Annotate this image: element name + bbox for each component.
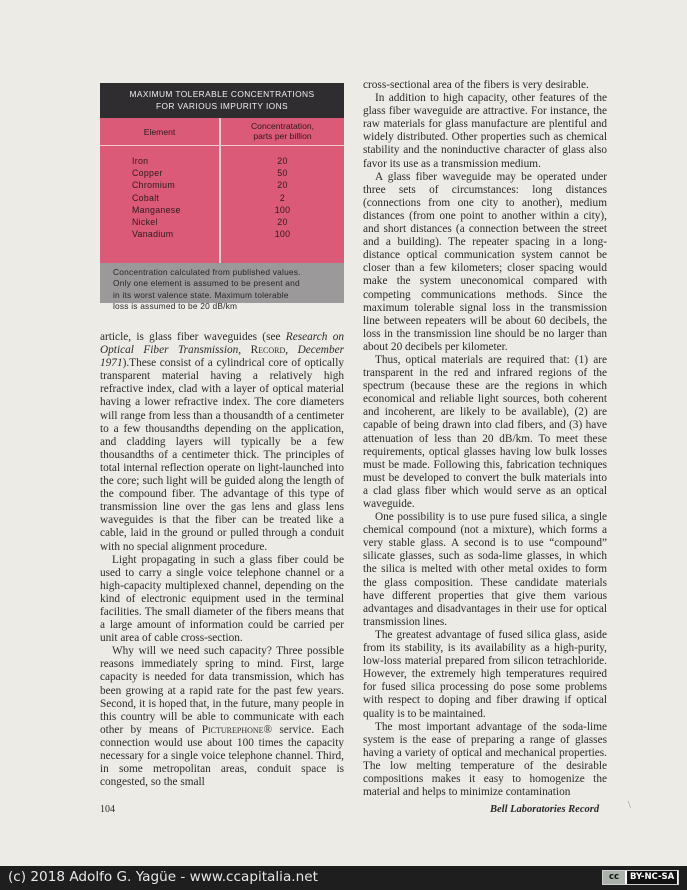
paragraph: One possibility is to use pure fused silica, a single chemical compound (not a mixture), which forms a very stable glass. A second is to use “compound” silicate glasses, such as soda-lime glasses, in which the silica is melted with other metal oxides to form the glass composition. These candidate materials have different properties that give them various advantages and disadvantages in their use for optical transmission lines.: [363, 511, 607, 628]
paragraph: [100, 645, 344, 789]
element-cell: Chromium: [132, 180, 175, 191]
element-cell: Iron: [132, 156, 149, 166]
text-run: service. Each connection would use about 100 times the capacity necessary for a single voice telephone channel. Third, in some metropolitan areas, conduit space is congested, so the small: [100, 723, 344, 789]
table-note-line: Only one element is assumed to be present and: [113, 278, 300, 289]
element-cell: Cobalt: [132, 192, 160, 203]
paragraph: A glass fiber waveguide may be operated under three sets of circumstances: long distances (connections from one city to another), medium distances (from one point to another within a city), and short distances (a connection between the street and a building). The repeater spacing in a long-distance optical communication system cannot be closer than a few kilometers; closer spacing would make the system uneconomical compared with competing communications methods. Since the maximum tolerable signal loss in the transmission line between repeaters will be about 60 decibels, the loss in the transmission line should be no larger than about 20 decibels per kilometer.: [363, 170, 607, 353]
table-row: [100, 217, 344, 229]
value-cell: 20: [277, 216, 288, 227]
table-note-line: Concentration calculated from published values.: [113, 267, 301, 277]
paragraph: [100, 331, 344, 554]
text-run: ).These consist of a cylindrical core of optically transparent material having a relatively high refractive index, clad with a layer of optical material having a lower refractive index. The core diameters will range from less than a thousandth of a centimeter to a few thousandths depending on the application, and cladding layers will typically be a few thousandths of a centimeter thick. The principles of total internal reflection operate on light-launched into the core; such light will be guided along the length of the compound fiber. The advantage of this type of transmission line over the gas lens and glass lens waveguides is that the fiber can be treated like a cable, laid in the ground or pulled through a conduit with no special alignment procedure.: [100, 357, 344, 553]
paragraph: cross-sectional area of the fibers is very desirable.: [363, 79, 589, 91]
element-cell: Manganese: [132, 204, 181, 215]
value-cell: 20: [277, 156, 288, 166]
paragraph: In addition to high capacity, other features of the glass fiber waveguide are attractive. For instance, the raw materials for glass manufacture are plentiful and widely distributed. Other properties such as chemical stability and the noninductive character of glass also favor its use as a transmission medium.: [363, 92, 607, 170]
table-rows: [100, 156, 344, 241]
element-cell: Nickel: [132, 216, 158, 227]
table-row: [100, 229, 344, 241]
margin-mark: \: [628, 800, 631, 811]
table-note-line: in its worst valence state. Maximum tolerable: [113, 289, 289, 300]
column-header-element: Element: [143, 127, 176, 137]
column-header-line: Concentratation,: [250, 121, 315, 131]
table-note: [100, 263, 344, 311]
trademark-name: Picturephone®: [201, 723, 273, 736]
page-number: 104: [100, 804, 115, 815]
table-note-line: loss is assumed to be 20 dB/km: [113, 300, 238, 311]
text-run: article, is glass fiber waveguides (see: [100, 331, 286, 343]
journal-name: Record,: [241, 344, 289, 357]
value-cell: 2: [279, 192, 286, 203]
table-row: [100, 180, 344, 192]
table-header-row: [100, 118, 344, 146]
license-badge: [602, 870, 679, 885]
watermark-footer: [0, 866, 687, 890]
value-cell: 100: [274, 229, 291, 240]
left-column: [100, 331, 344, 789]
table-title-line: MAXIMUM TOLERABLE CONCENTRATIONS: [129, 89, 315, 99]
column-header-concentration: [221, 121, 344, 141]
table-row: [100, 156, 344, 168]
element-cell: Vanadium: [132, 229, 174, 240]
element-cell: Copper: [132, 168, 163, 179]
value-cell: 20: [277, 180, 288, 191]
column-header-line: parts per billion: [253, 131, 312, 141]
running-title: Bell Laboratories Record: [490, 804, 600, 815]
impurity-table: [100, 83, 344, 311]
paragraph: Thus, optical materials are required that: (1) are transparent in the red and infrared regions of the spectrum (because these are the regions in which economical and reliable light sources, both coherent and incoherent, are likely to be available), (2) are capable of being drawn into clad fibers, and (3) have attenuation of less than 20 dB/km. To meet these requirements, optical glasses having low bulk losses must be made. Following this, fabrication techniques must be developed to convert the bulk materials into a clad glass fiber which would serve as an optical waveguide.: [363, 353, 607, 510]
paragraph: The most important advantage of the soda-lime system is the ease of preparing a range of glasses having a variety of optical and mechanical properties. The low melting temperature of the desirable compositions makes it easy to homogenize the material and helps to minimize contamination: [363, 720, 607, 799]
paragraph: Light propagating in such a glass fiber could be used to carry a single voice telephone channel or a high-capacity multiplexed channel, depending on the kind of electronic equipment used in the terminal facilities. The small diameter of the fibers means that a large amount of information could be carried per unit area of cable cross-section.: [100, 553, 344, 645]
value-cell: 100: [274, 204, 291, 215]
table-title-line: FOR VARIOUS IMPURITY IONS: [155, 100, 289, 111]
citation-date: December 1971: [100, 344, 344, 370]
paragraph: The greatest advantage of fused silica glass, aside from its stability, is its availability as a high-purity, low-loss material prepared from silicon tetrachloride. However, the extremely high temperatures required for fused silica processing do pose some problems with respect to doping and fiber drawing if optical quality is to be maintained.: [363, 628, 607, 720]
table-title: [100, 83, 344, 118]
cc-logo-icon: cc: [603, 871, 625, 884]
table-row: [100, 168, 344, 180]
table-row: [100, 205, 344, 217]
license-type: BY-NC-SA: [627, 871, 677, 884]
copyright-text: (c) 2018 Adolfo G. Yagüe - www.ccapitalia.net: [8, 869, 318, 885]
citation-title: Research on Optical Fiber Transmission,: [100, 331, 345, 357]
text-run: Why will we need such capacity? Three possible reasons immediately spring to mind. First, large capacity is needed for data transmission, which has been growing at a rapid rate for the past few years. Second, it is hoped that, in the future, many people in this country will be able to communicate with each other by means of: [100, 645, 344, 736]
table-body: [100, 118, 344, 263]
value-cell: 50: [277, 168, 288, 179]
table-row: [100, 193, 344, 205]
right-column: [363, 79, 607, 799]
